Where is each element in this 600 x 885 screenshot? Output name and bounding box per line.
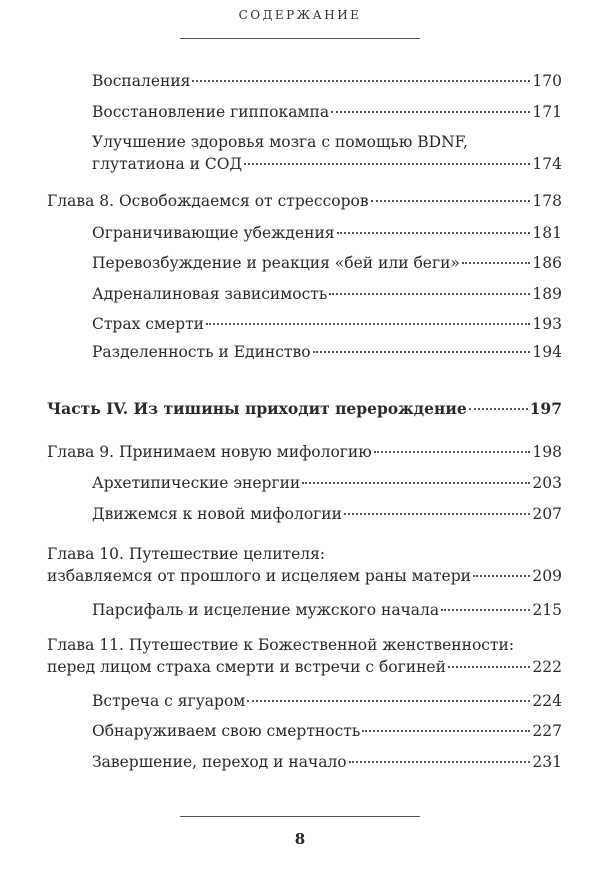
toc-page-number: 186 [532, 254, 562, 272]
dot-leader [302, 482, 530, 484]
toc-entry-title: Воспаления [92, 72, 191, 90]
toc-chapter-entry [47, 441, 562, 463]
toc-page-number: 197 [529, 399, 562, 418]
toc-page-number: 224 [532, 692, 562, 710]
toc-section-entry [92, 503, 562, 525]
toc-section-entry [92, 283, 562, 305]
dot-leader [313, 351, 531, 353]
dot-leader [192, 80, 530, 82]
dot-leader [462, 262, 531, 264]
toc-chapter-entry [47, 190, 562, 212]
toc-chapter-entry [47, 398, 562, 420]
toc-chapter-entry [47, 634, 562, 678]
dot-leader [206, 323, 530, 325]
dot-leader [362, 730, 530, 732]
toc-section-entry [92, 313, 562, 335]
toc-section-entry [92, 472, 562, 494]
toc-page-number: 203 [532, 474, 562, 492]
toc-entry-title: Адреналиновая зависимость [92, 285, 328, 303]
toc-section-entry [92, 751, 562, 773]
toc-section-entry [92, 599, 562, 621]
toc-page-number: 181 [532, 224, 562, 242]
toc-page-number: 174 [532, 155, 562, 173]
toc-entry-title: Движемся к новой мифологии [92, 505, 342, 523]
toc-section-entry [92, 101, 562, 123]
toc-entry-title: Часть IV. Из тишины приходит перерождение [47, 399, 467, 418]
toc-page-number: 189 [532, 285, 562, 303]
dot-leader [349, 761, 531, 763]
toc-page-number: 170 [532, 72, 562, 90]
toc-entry-title: Перевозбуждение и реакция «бей или беги» [92, 254, 460, 272]
toc-entry-title: перед лицом страха смерти и встречи с богиней [47, 658, 446, 676]
dot-leader [371, 200, 531, 202]
dot-leader [473, 575, 530, 577]
toc-entry-title: Обнаруживаем свою смертность [92, 722, 361, 740]
toc-entry-title: Архетипические энергии [92, 474, 301, 492]
toc-entry-title: глутатиона и СОД [92, 155, 243, 173]
toc-page-number: 178 [532, 192, 562, 210]
toc-section-entry [92, 222, 562, 244]
toc-entry-title: Глава 9. Принимаем новую мифологию [47, 443, 372, 461]
toc-entry-title: Ограничивающие убеждения [92, 224, 335, 242]
page-number: 8 [294, 830, 306, 848]
toc-section-entry [92, 252, 562, 274]
dot-leader [469, 408, 528, 410]
toc-page-number: 227 [532, 722, 562, 740]
toc-page-number: 215 [532, 601, 562, 619]
dot-leader [344, 513, 530, 515]
toc-entry-title-line: Глава 11. Путешествие к Божественной женственности: [47, 636, 515, 654]
toc-page-number: 171 [532, 103, 562, 121]
toc-page-number: 198 [532, 443, 562, 461]
dot-leader [374, 451, 531, 453]
dot-leader [329, 293, 530, 295]
toc-page-number: 207 [532, 505, 562, 523]
toc-page-number: 222 [532, 658, 562, 676]
toc-entry-title: избавляемся от прошлого и исцеляем раны матери [47, 567, 471, 585]
toc-page-number: 193 [532, 315, 562, 333]
toc-page-number: 194 [532, 343, 562, 361]
dot-leader [441, 609, 530, 611]
dot-leader [337, 232, 531, 234]
toc-section-entry [92, 341, 562, 363]
toc-entry-title: Глава 8. Освобождаемся от стрессоров [47, 192, 369, 210]
toc-chapter-entry [47, 543, 562, 587]
toc-entry-title: Парсифаль и исцеление мужского начала [92, 601, 440, 619]
toc-section-entry [92, 720, 562, 742]
toc-section-entry [92, 131, 562, 175]
toc-entry-title: Завершение, переход и начало [92, 753, 347, 771]
toc-entry-title: Восстановление гиппокампа [92, 103, 330, 121]
dot-leader [448, 666, 530, 668]
dot-leader [247, 700, 530, 702]
toc-section-entry [92, 70, 562, 92]
toc-entry-title: Страх смерти [92, 315, 205, 333]
footer-rule [180, 816, 420, 817]
toc-entry-title: Встреча с ягуаром [92, 692, 246, 710]
toc-entry-title-line: Глава 10. Путешествие целителя: [47, 545, 326, 563]
dot-leader [331, 111, 530, 113]
toc-entry-title: Разделенность и Единство [92, 343, 311, 361]
toc-page-number: 209 [532, 567, 562, 585]
running-header: СОДЕРЖАНИЕ [238, 8, 362, 22]
dot-leader [244, 163, 530, 165]
toc-section-entry [92, 690, 562, 712]
toc-entry-title-line: Улучшение здоровья мозга с помощью BDNF, [92, 133, 468, 151]
toc-page-number: 231 [532, 753, 562, 771]
